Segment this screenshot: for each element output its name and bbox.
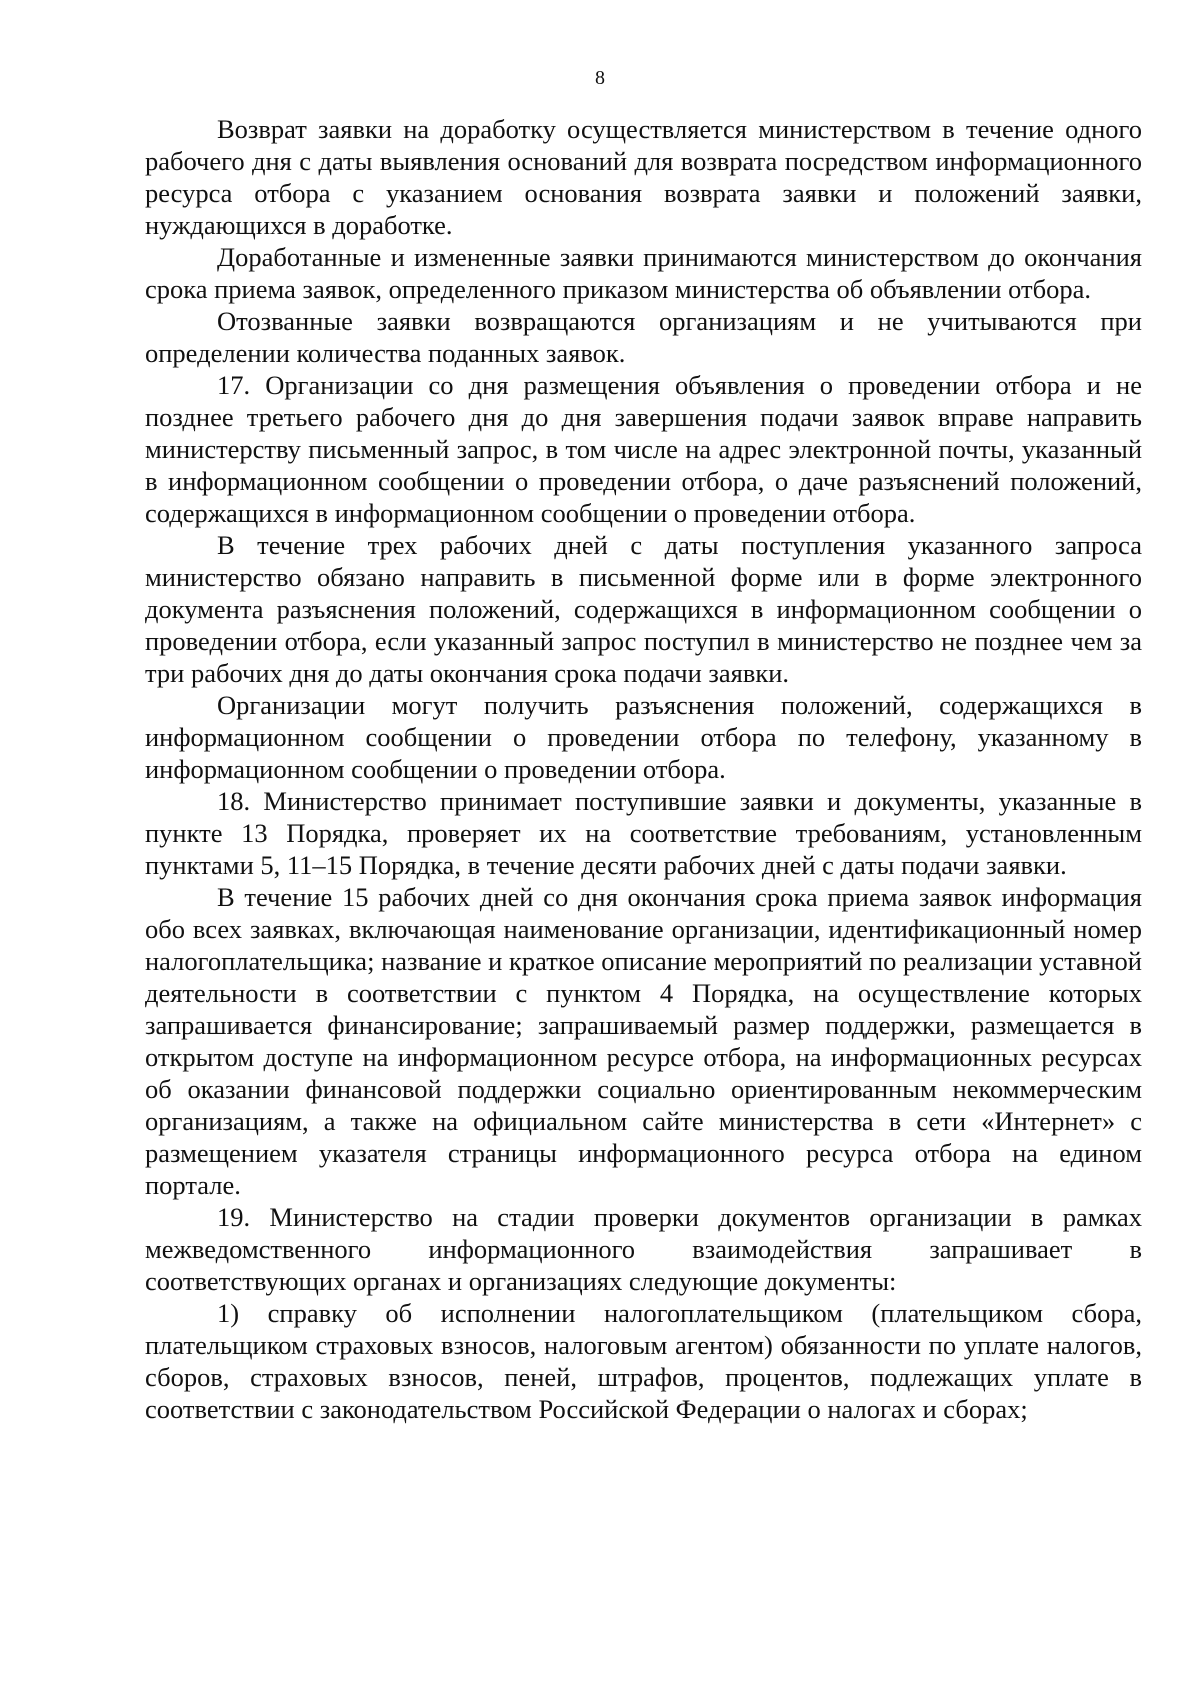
paragraph-clause-17: 17. Организации со дня размещения объявления о проведении отбора и не позднее третьего рабочего дня до дня завершения подачи заявок вправе направить министерству письменный запрос, в том числе на адрес электронной почты, указанный в информационном сообщении о проведении отбора, о даче разъяснений положений, содержащихся в информационном сообщении о проведении отбора. (145, 370, 1142, 528)
paragraph-revised-applications: Доработанные и измененные заявки принимаются министерством до окончания срока приема заявок, определенного приказом министерства об объявлении отбора. (145, 242, 1142, 304)
page-number: 8 (595, 67, 605, 89)
paragraph-clarification-deadline: В течение трех рабочих дней с даты поступления указанного запроса министерство обязано направить в письменной форме или в форме электронного документа разъяснения положений, содержащихся в информационном сообщении о проведении отбора, если указанный запрос поступил в министерство не позднее чем за три рабочих дня до даты окончания срока подачи заявки. (145, 530, 1142, 688)
paragraph-withdrawn-applications: Отозванные заявки возвращаются организациям и не учитываются при определении количества поданных заявок. (145, 306, 1142, 368)
paragraph-phone-clarification: Организации могут получить разъяснения положений, содержащихся в информационном сообщении о проведении отбора по телефону, указанному в информационном сообщении о проведении отбора. (145, 690, 1142, 784)
document-body (145, 113, 1142, 1425)
paragraph-publication-info: В течение 15 рабочих дней со дня окончания срока приема заявок информация обо всех заявках, включающая наименование организации, идентификационный номер налогоплательщика; название и краткое описание мероприятий по реализации уставной деятельности в соответствии с пунктом 4 Порядка, на осуществление которых запрашивается финансирование; запрашиваемый размер поддержки, размещается в открытом доступе на информационном ресурсе отбора, на информационных ресурсах об оказании финансовой поддержки социально ориентированным некоммерческим организациям, а также на официальном сайте министерства в сети «Интернет» с размещением указателя страницы информационного ресурса отбора на едином портале. (145, 882, 1142, 1200)
paragraph-clause-18: 18. Министерство принимает поступившие заявки и документы, указанные в пункте 13 Порядка, проверяет их на соответствие требованиям, установленным пунктами 5, 11–15 Порядка, в течение десяти рабочих дней с даты подачи заявки. (145, 786, 1142, 880)
paragraph-item-1-tax-certificate: 1) справку об исполнении налогоплательщиком (плательщиком сбора, плательщиком страховых взносов, налоговым агентом) обязанности по уплате налогов, сборов, страховых взносов, пеней, штрафов, процентов, подлежащих уплате в соответствии с законодательством Российской Федерации о налогах и сборах; (145, 1298, 1142, 1424)
paragraph-clause-19: 19. Министерство на стадии проверки документов организации в рамках межведомственного информационного взаимодействия запрашивает в соответствующих органах и организациях следующие документы: (145, 1202, 1142, 1296)
paragraph-return-application: Возврат заявки на доработку осуществляется министерством в течение одного рабочего дня с даты выявления оснований для возврата посредством информационного ресурса отбора с указанием основания возврата заявки и положений заявки, нуждающихся в доработке. (145, 114, 1142, 240)
